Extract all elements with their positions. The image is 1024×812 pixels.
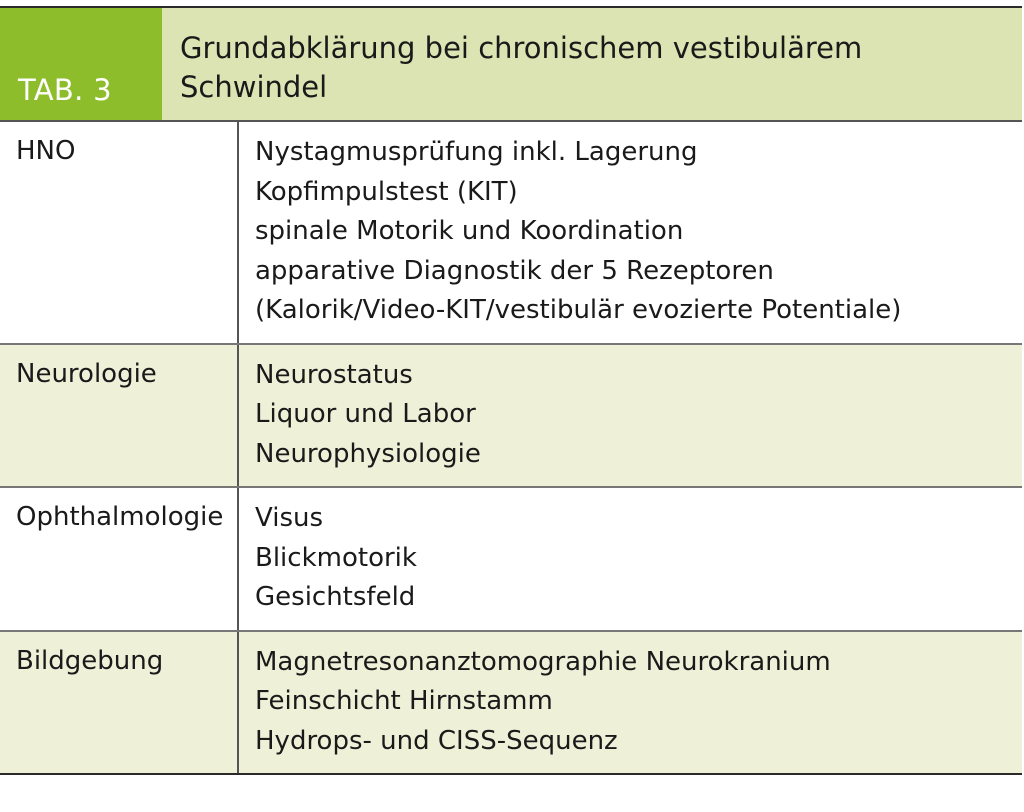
row-category: Bildgebung	[0, 632, 239, 774]
row-category: HNO	[0, 122, 239, 343]
list-item: apparative Diagnostik der 5 Rezeptoren	[255, 255, 774, 286]
list-item: Magnetresonanztomographie Neurokranium	[255, 646, 831, 677]
table-row-neurologie	[0, 345, 1022, 489]
table-title	[162, 8, 1022, 120]
list-item: Hydrops- und CISS-Sequenz	[255, 725, 618, 756]
list-item: Neurophysiologie	[255, 438, 481, 469]
row-items	[239, 632, 1022, 774]
list-item: spinale Motorik und Koordination	[255, 216, 684, 246]
list-item: Neurostatus	[255, 359, 413, 390]
list-item: (Kalorik/Video-KIT/vestibulär evozierte Potentiale)	[255, 295, 902, 325]
table-row-ophthalmologie	[0, 488, 1022, 632]
row-category: Ophthalmologie	[0, 488, 239, 630]
table-3	[0, 6, 1022, 775]
list-item: Gesichtsfeld	[255, 582, 416, 612]
list-item: Kopfimpulstest (KIT)	[255, 176, 518, 207]
table-title-line-1: Grundabklärung bei chronischem vestibulärem	[180, 31, 863, 65]
list-item: Blickmotorik	[255, 542, 417, 573]
table-row-bildgebung	[0, 632, 1022, 774]
row-items	[239, 122, 1022, 343]
row-items	[239, 488, 1022, 630]
table-title-line-2: Schwindel	[180, 70, 328, 104]
table-row-hno	[0, 122, 1022, 345]
table-header	[0, 8, 1022, 122]
list-item: Nystagmusprüfung inkl. Lagerung	[255, 137, 698, 167]
row-category: Neurologie	[0, 345, 239, 487]
table-number-label: TAB. 3	[0, 8, 162, 120]
row-items	[239, 345, 1022, 487]
list-item: Visus	[255, 503, 324, 533]
list-item: Liquor und Labor	[255, 399, 476, 429]
list-item: Feinschicht Hirnstamm	[255, 686, 553, 716]
